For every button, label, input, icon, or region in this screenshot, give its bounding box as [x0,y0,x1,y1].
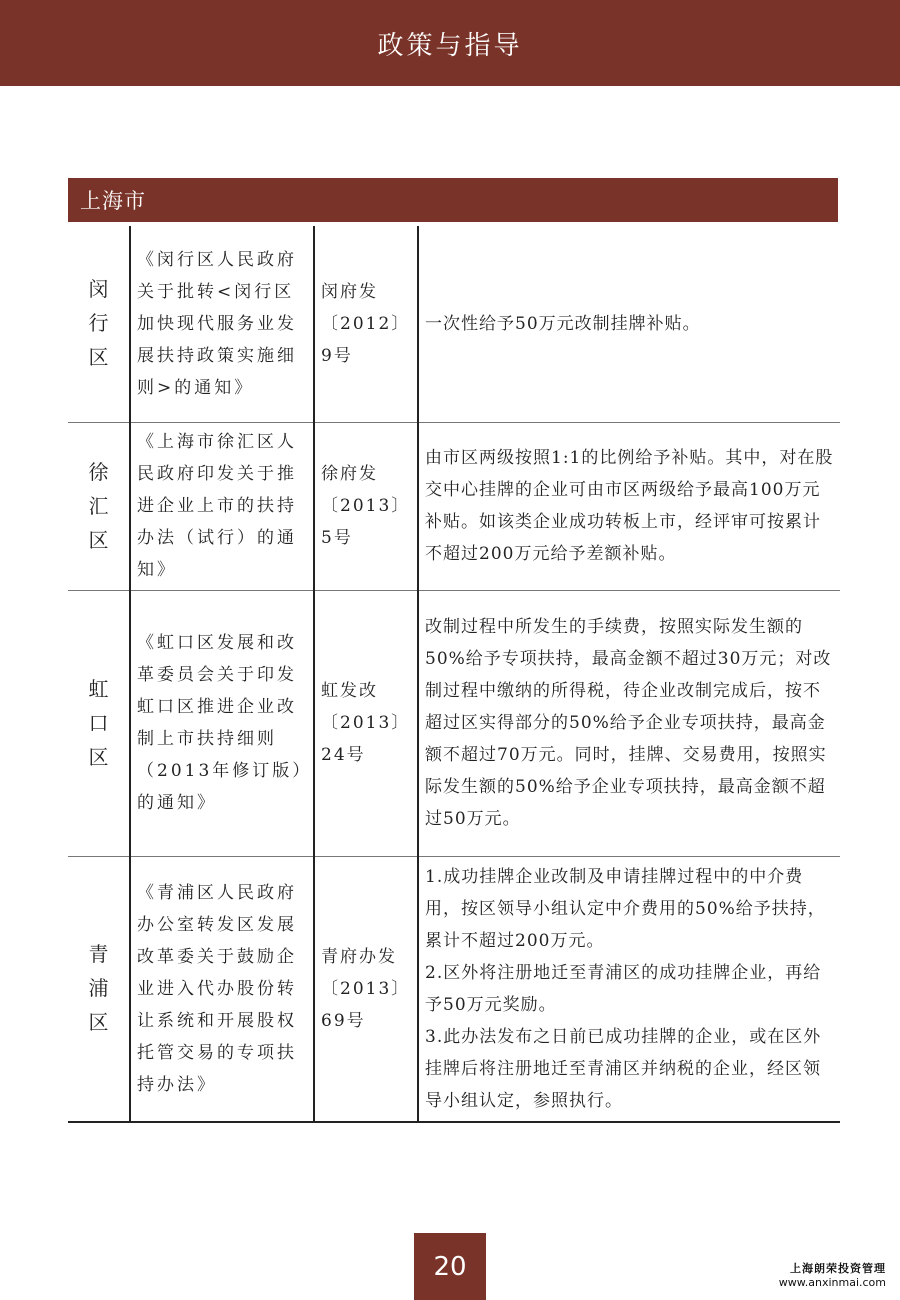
document-number-cell: 闵府发〔2012〕9号 [314,226,418,422]
page-header [0,0,900,86]
company-url: www.anxinmai.com [778,1276,886,1289]
table-row [68,422,840,590]
document-title-cell: 《虹口区发展和改革委员会关于印发虹口区推进企业改制上市扶持细则（2013年修订版）的通知》 [130,590,314,856]
policy-detail-item: 3.此办法发布之日前已成功挂牌的企业，或在区外挂牌后将注册地迁至青浦区并纳税的企业，经区领导小组认定，参照执行。 [425,1026,822,1111]
table-row [68,856,840,1122]
page-number-badge [414,1233,486,1300]
table-row [68,590,840,856]
policy-detail-cell [418,590,840,856]
table-row [68,226,840,422]
page-header-title: 政策与指导 [377,30,523,61]
district-name: 虹口区 [88,676,109,769]
company-name: 上海朗荣投资管理 [790,1262,886,1275]
document-title-cell: 《上海市徐汇区人民政府印发关于推进企业上市的扶持办法（试行）的通知》 [130,422,314,590]
district-cell [68,590,130,856]
document-title-cell: 《青浦区人民政府办公室转发区发展改革委关于鼓励企业进入代办股份转让系统和开展股权托管交易的专项扶持办法》 [130,856,314,1122]
policy-table [68,226,840,1123]
document-number-cell: 虹发改〔2013〕24号 [314,590,418,856]
policy-detail-text: 一次性给予50万元改制挂牌补贴。 [425,313,701,334]
district-cell [68,422,130,590]
policy-detail-cell [418,856,840,1122]
district-name: 闵行区 [88,277,109,370]
document-title-cell: 《闵行区人民政府关于批转<闵行区加快现代服务业发展扶持政策实施细则>的通知》 [130,226,314,422]
policy-detail-item: 1.成功挂牌企业改制及申请挂牌过程中的中介费用，按区领导小组认定中介费用的50%给予扶持，累计不超过200万元。 [425,866,826,951]
page-number: 20 [433,1251,467,1282]
district-name: 青浦区 [88,942,109,1035]
policy-detail-cell [418,226,840,422]
document-number-cell: 青府办发〔2013〕69号 [314,856,418,1122]
district-cell [68,226,130,422]
footer-brand [779,1260,886,1289]
district-name: 徐汇区 [88,459,109,552]
section-title-bar [68,178,838,222]
policy-detail-cell [418,422,840,590]
policy-detail-text: 由市区两级按照1:1的比例给予补贴。其中，对在股交中心挂牌的企业可由市区两级给予最高100万元补贴。如该类企业成功转板上市，经评审可按累计不超过200万元给予差额补贴。 [425,448,834,564]
document-number-cell: 徐府发〔2013〕5号 [314,422,418,590]
district-cell [68,856,130,1122]
section-title: 上海市 [80,189,146,213]
policy-detail-item: 2.区外将注册地迁至青浦区的成功挂牌企业，再给予50万元奖励。 [425,962,822,1015]
policy-detail-text: 改制过程中所发生的手续费，按照实际发生额的50%给予专项扶持，最高金额不超过30万元；对改制过程中缴纳的所得税，待企业改制完成后，按不超过区实得部分的50%给予企业专项扶持，最高金额不超过70万元。同时，挂牌、交易费用，按照实际发生额的50%给予企业专项扶持，最高金额不超过50万元。 [425,617,832,829]
